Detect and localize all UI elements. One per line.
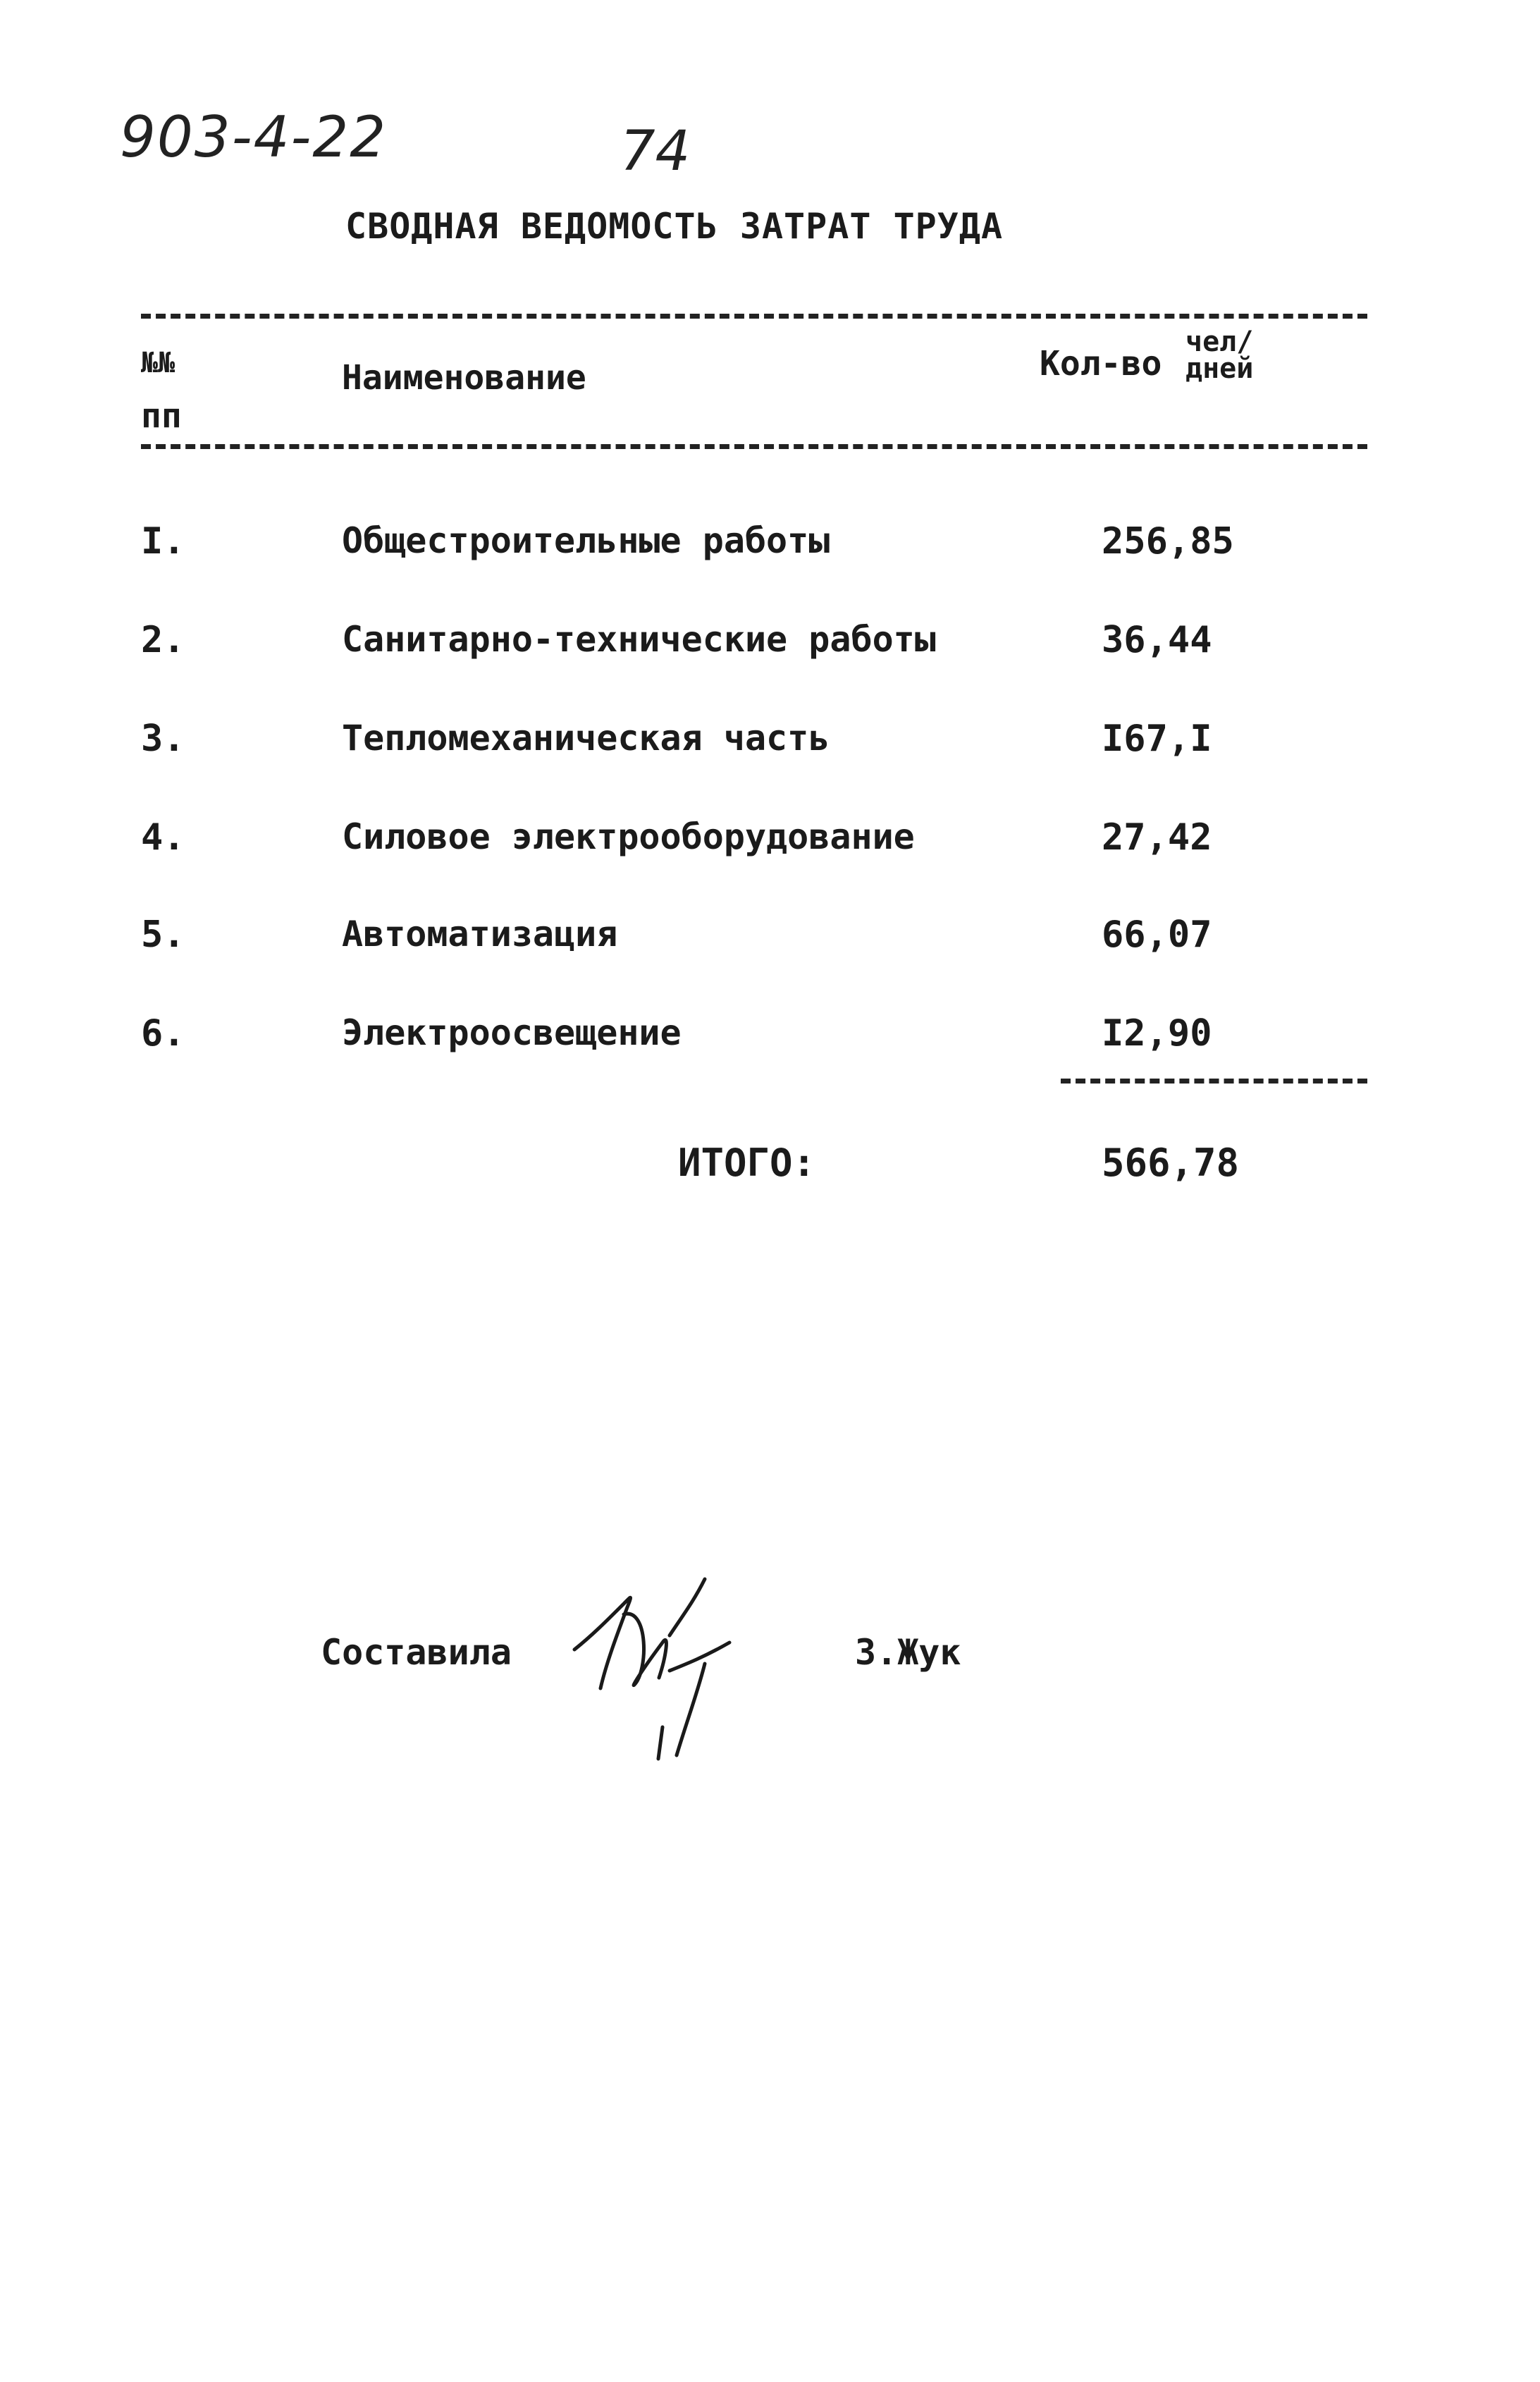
table-header-rule <box>141 444 1367 449</box>
col-header-unit-top: чел/ <box>1185 326 1254 358</box>
row-value: 256,85 <box>1102 520 1234 563</box>
handwritten-signature <box>564 1565 789 1776</box>
row-name: Автоматизация <box>342 914 618 954</box>
row-value: I67,I <box>1102 718 1212 760</box>
total-value: 566,78 <box>1102 1141 1240 1185</box>
document-code: 903-4-22 <box>120 104 388 170</box>
row-number: I. <box>141 520 185 563</box>
row-value: I2,90 <box>1102 1012 1212 1055</box>
signature-name: З.Жук <box>855 1632 961 1673</box>
col-header-number-line1: №№ <box>141 347 175 379</box>
signature-label: Составила <box>321 1632 512 1673</box>
row-number: 5. <box>141 914 185 956</box>
row-number: 3. <box>141 718 185 760</box>
col-header-unit-bottom: дней <box>1185 352 1254 385</box>
total-rule <box>1061 1079 1367 1083</box>
page-number: 74 <box>620 120 691 183</box>
row-value: 27,42 <box>1102 816 1212 859</box>
row-name: Общестроительные работы <box>342 520 830 561</box>
row-value: 36,44 <box>1102 619 1212 661</box>
row-value: 66,07 <box>1102 914 1212 956</box>
row-name: Силовое электрооборудование <box>342 816 915 857</box>
row-name: Электроосвещение <box>342 1012 682 1053</box>
row-name: Тепломеханическая часть <box>342 718 830 759</box>
col-header-quantity: Кол-во <box>1040 344 1162 383</box>
row-number: 2. <box>141 619 185 661</box>
page-title: СВОДНАЯ ВЕДОМОСТЬ ЗАТРАТ ТРУДА <box>345 206 1004 247</box>
table-top-rule <box>141 314 1367 319</box>
row-name: Санитарно-технические работы <box>342 619 936 660</box>
row-number: 6. <box>141 1012 185 1055</box>
col-header-number-line2: пп <box>141 396 182 436</box>
col-header-name: Наименование <box>342 358 586 398</box>
total-label: ИТОГО: <box>678 1141 816 1185</box>
row-number: 4. <box>141 816 185 859</box>
